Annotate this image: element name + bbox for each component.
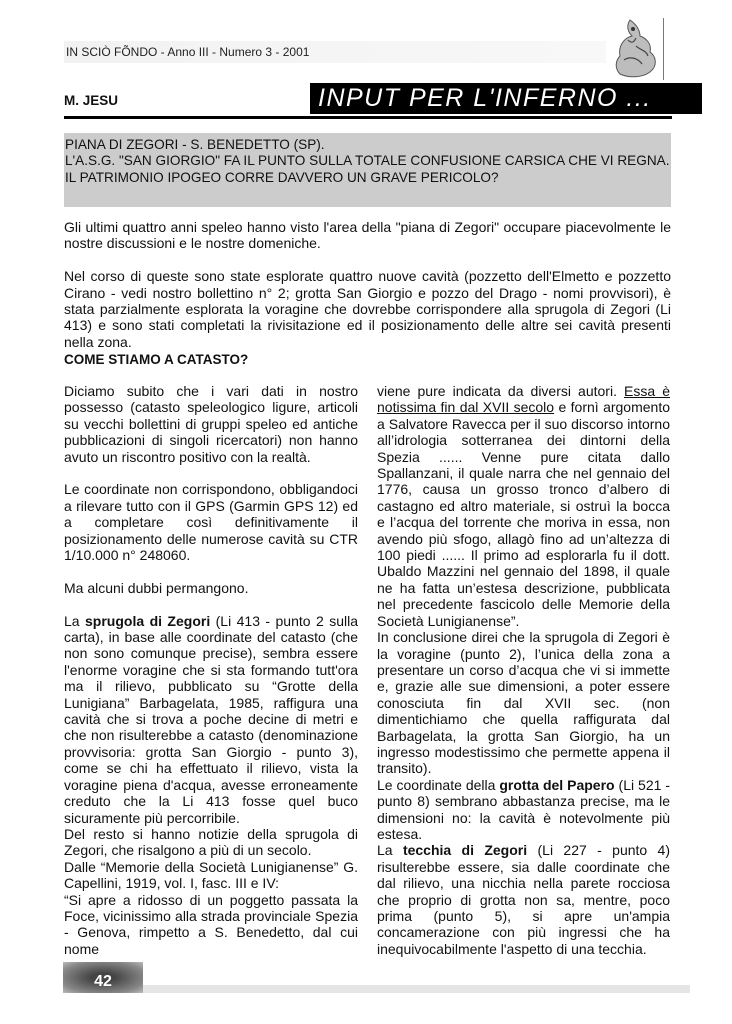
column-left — [64, 383, 358, 957]
text: Le coordinate della — [377, 776, 500, 793]
text: viene pure indicata da diversi autori. — [377, 383, 625, 399]
intro — [64, 219, 671, 367]
text: e fornì argomento a Salvatore Ravecca per il suo discorso intorno all’idrologia sotterranea dei dintorni della Spezia ...... Venne pure citata dallo Spallanzani, il quale narra che nel gennaio del 1776, causa un grosso tronco d’albero di castagno ed altro materiale, si ostruì la bocca e l’acqua del torrente che moriva in essa, non avendo più sfogo, allagò fino ad un’altezza di 100 piedi ...... Il primo ad esplorarla fu il dott. Ubaldo Mazzini nel gennaio del 1898, il quale ne ha fatta un’estesa descrizione, pubblicata nel precedente fascicolo delle Memorie della Società Lunigianense”. — [377, 399, 670, 629]
paragraph: Diciamo subito che i vari dati in nostro possesso (catasto speleologico ligure, articoli su vecchi bollettini di gruppi speleo ed antiche pubblicazioni di singoli ricercatori) non hanno avuto un riscontro positivo con la realtà. — [64, 383, 358, 465]
bold-term: sprugola di Zegori — [85, 612, 211, 629]
text: (Li 413 - punto 2 sulla carta), in base alle coordinate del catasto (che non sono comunque precise), sembra essere l'enorme voragine che si sta formando tutt'ora ma il rilievo, pubblicato su “Grotte della Lunigiana” Barbagelata, 1985, raffigura una cavità che si trova a poche decine di metri e che non risulterebbe a catasto (denominazione provvisoria: grotta San Giorgio - punto 3), come se chi ha effettuato il rilievo, vista la voragine piena d'acqua, avesse erroneamente creduto che la Li 413 fosse quel buco sicuramente più percorribile. — [64, 612, 358, 826]
paragraph — [377, 383, 670, 629]
page-number: 42 — [94, 973, 112, 990]
paragraph: “Si apre a ridosso di un poggetto passata la Foce, vicinissimo alla strada provinciale Spezia - Genova, rimpetto a S. Benedetto, dal cui nome — [64, 891, 358, 957]
author: M. JESU — [64, 93, 119, 108]
paragraph — [64, 613, 358, 826]
footer-bar — [143, 985, 690, 993]
text: La — [64, 612, 86, 629]
paragraph: Gli ultimi quattro anni speleo hanno visto l'area della "piana di Zegori" occupare piacevolmente le nostre discussioni e le nostre domeniche. — [64, 219, 671, 252]
bold-term: tecchia di Zegori — [402, 842, 528, 859]
dragon-logo-icon — [606, 16, 662, 80]
title-rule — [64, 116, 672, 119]
summary-line: L'A.S.G. "SAN GIORGIO" FA IL PUNTO SULLA TOTALE CONFUSIONE CARSICA CHE VI REGNA. — [65, 153, 670, 169]
header-divider — [663, 18, 664, 80]
paragraph: Del resto si hanno notizie della sprugola di Zegori, che risalgono a più di un secolo. — [64, 825, 358, 859]
article-title: INPUT PER L'INFERNO ... — [318, 84, 652, 112]
text: La — [377, 842, 403, 859]
section-heading: COME STIAMO A CATASTO? — [64, 352, 249, 367]
summary-line: IL PATRIMONIO IPOGEO CORRE DAVVERO UN GRAVE PERICOLO? — [65, 169, 499, 185]
bold-term: grotta del Papero — [499, 776, 615, 793]
underlined-text: Essa è notissima fin dal XVII secolo — [377, 383, 670, 416]
publication-header: IN SCIÒ FÕNDO - Anno III - Numero 3 - 2001 — [66, 45, 310, 59]
paragraph — [377, 842, 670, 957]
paragraph: Dalle “Memorie della Società Lunigianense” G. Capellini, 1919, vol. I, fasc. III e IV: — [64, 858, 358, 892]
paragraph: In conclusione direi che la sprugola di Zegori è la voragine (punto 2), l’unica della zona a presentare un corso d’acqua che vi si immette e, grazie alle sue dimensioni, a poter essere conosciuta fin dal XVII sec. (non dimentichiamo che quella raffigurata dal Barbagelata, la grotta San Giorgio, ha un ingresso modestissimo che permette appena il transito). — [377, 629, 670, 777]
paragraph — [377, 777, 670, 843]
column-right — [377, 383, 670, 957]
paragraph: Le coordinate non corrispondono, obbligandoci a rilevare tutto con il GPS (Garmin GPS 12) ed a completare così definitivamente il posizionamento delle numerose cavità su CTR 1/10.000 n° 248060. — [64, 481, 358, 564]
paragraph: Nel corso di queste sono state esplorate quattro nuove cavità (pozzetto dell'Elmetto e pozzetto Cirano - vedi nostro bollettino n° 2; grotta San Giorgio e pozzo del Drago - nomi provvisori), è stata parzialmente esplorata la voragine che dovrebbe corrispondere alla sprugola di Zegori (Li 413) e sono stati completati la rivisitazione ed il posizionamento delle altre sei cavità presenti nella zona. — [64, 268, 671, 350]
summary-box — [64, 133, 671, 207]
text: (Li 227 - punto 4) risulterebbe essere, sia dalle coordinate che dal rilievo, una nicchia nella parete rocciosa che proprio di grotta non sa, mentre, poco prima (punto 5), si apre un'ampia concamerazione con più ingressi che ha inequivocabilmente l'aspetto di una tecchia. — [377, 842, 671, 957]
paragraph: Ma alcuni dubbi permangono. — [64, 579, 249, 596]
summary-line: PIANA DI ZEGORI - S. BENEDETTO (SP). — [65, 137, 325, 152]
text: (Li 521 - punto 8) sembrano abbastanza precise, ma le dimensioni no: la cavità è notevolmente più estesa. — [377, 776, 670, 842]
